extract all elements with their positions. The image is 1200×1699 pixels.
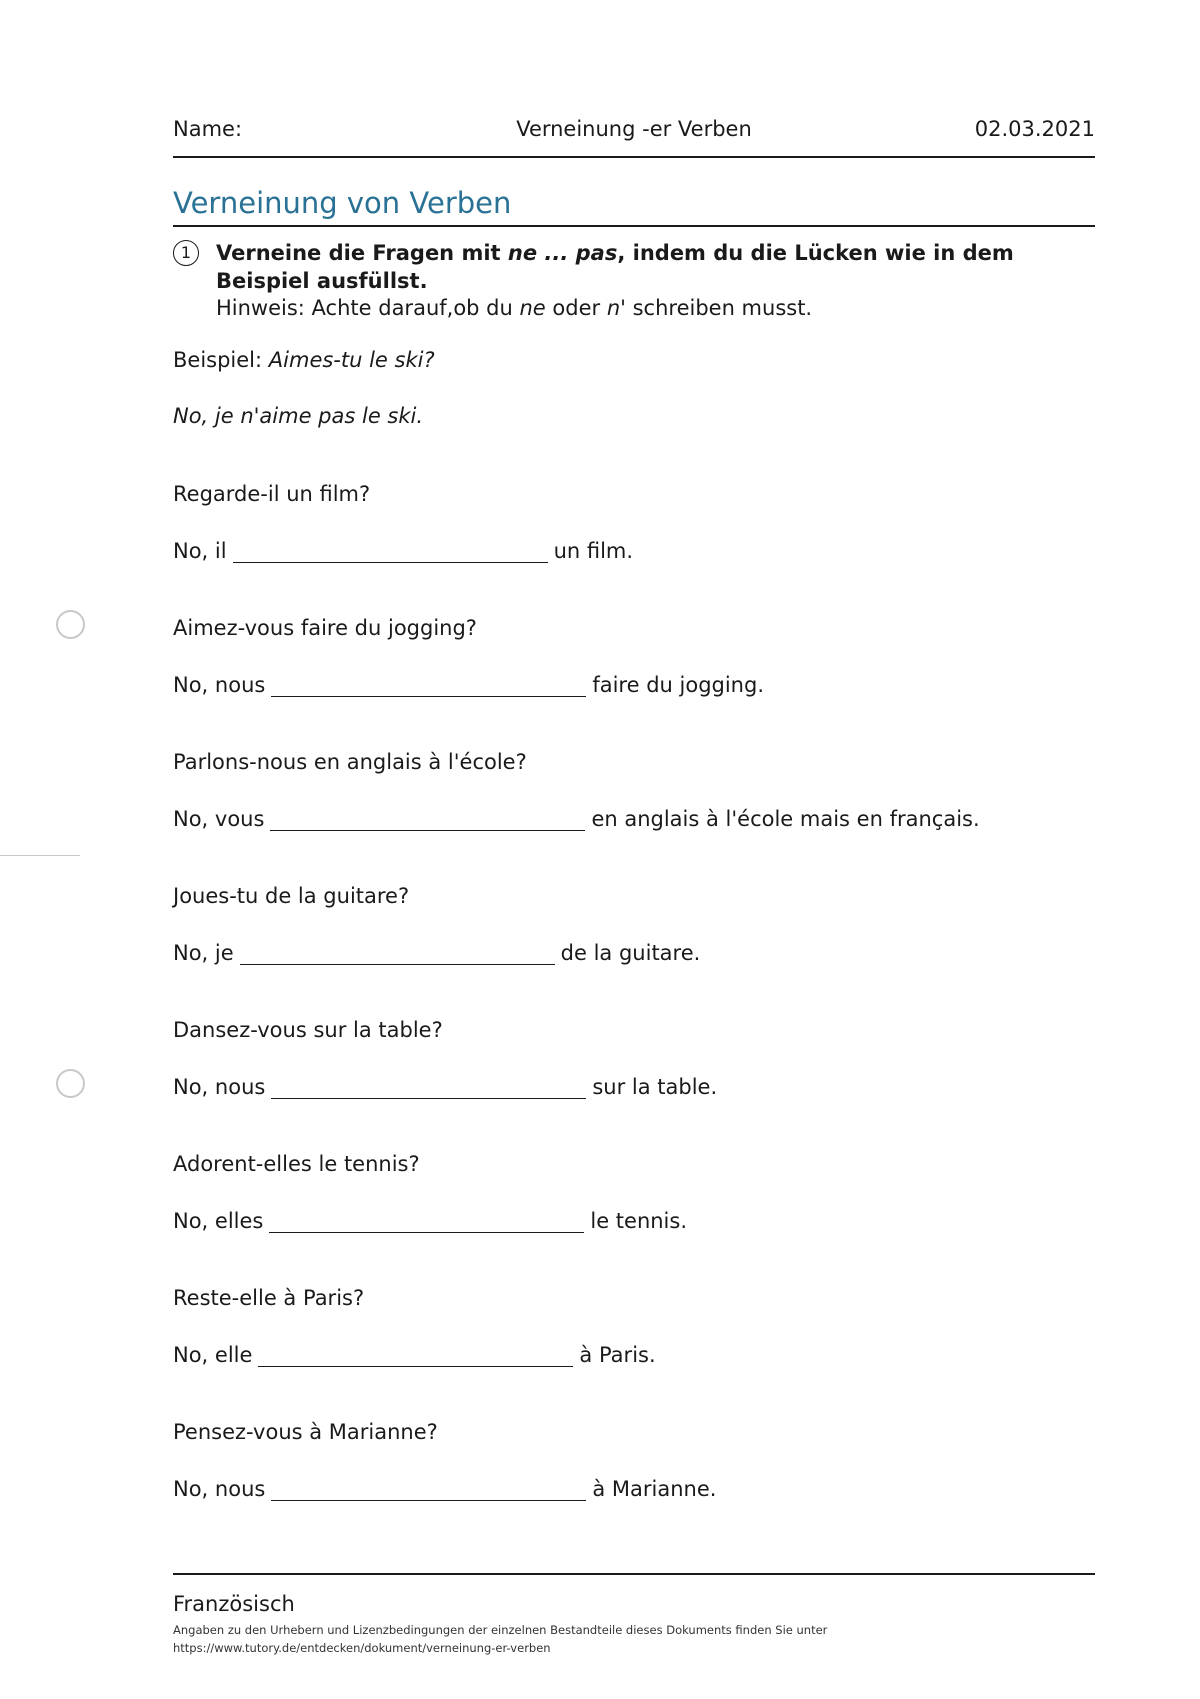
exercise-answer-line: No, nous faire du jogging. <box>173 673 764 697</box>
name-label: Name: <box>173 117 243 141</box>
answer-blank[interactable] <box>233 540 548 563</box>
task-instruction: Verneine die Fragen mit ne ... pas, indem du die Lücken wie in dem Beispiel ausfüllst. <box>216 241 1014 293</box>
worksheet-topic: Verneinung -er Verben <box>516 117 752 141</box>
exercise-question: Adorent-elles le tennis? <box>173 1152 420 1176</box>
answer-blank[interactable] <box>240 942 555 965</box>
answer-blank[interactable] <box>269 1210 584 1233</box>
page-title: Verneinung von Verben <box>173 186 512 220</box>
punch-hole-mark <box>56 1069 85 1098</box>
exercise-answer-line: No, elle à Paris. <box>173 1343 656 1367</box>
exercise-question: Reste-elle à Paris? <box>173 1286 365 1310</box>
fold-mark <box>0 855 80 856</box>
exercise-question: Regarde-il un film? <box>173 482 371 506</box>
answer-blank[interactable] <box>271 1478 586 1501</box>
punch-hole-mark <box>56 610 85 639</box>
exercise-question: Aimez-vous faire du jogging? <box>173 616 477 640</box>
answer-blank[interactable] <box>271 674 586 697</box>
answer-blank[interactable] <box>271 1076 586 1099</box>
answer-blank[interactable] <box>270 808 585 831</box>
header-divider <box>173 156 1095 158</box>
exercise-answer-line: No, nous sur la table. <box>173 1075 718 1099</box>
exercise-question: Parlons-nous en anglais à l'école? <box>173 750 527 774</box>
license-notice: Angaben zu den Urhebern und Lizenzbedingungen der einzelnen Bestandteile dieses Dokuments finden Sie unter <box>173 1623 828 1637</box>
title-divider <box>173 225 1095 227</box>
exercise-answer-line: No, elles le tennis. <box>173 1209 688 1233</box>
exercise-question: Joues-tu de la guitare? <box>173 884 410 908</box>
footer-divider <box>173 1573 1095 1575</box>
exercise-answer-line: No, vous en anglais à l'école mais en français. <box>173 807 980 831</box>
task-hint: Hinweis: Achte darauf,ob du ne oder n' schreiben musst. <box>216 296 813 320</box>
exercise-question: Dansez-vous sur la table? <box>173 1018 443 1042</box>
worksheet-date: 02.03.2021 <box>974 117 1095 141</box>
answer-blank[interactable] <box>258 1344 573 1367</box>
license-link[interactable]: https://www.tutory.de/entdecken/dokument/verneinung-er-verben <box>173 1641 551 1655</box>
exercise-answer-line: No, il un film. <box>173 539 634 563</box>
footer-subject: Französisch <box>173 1592 295 1616</box>
exercise-answer-line: No, nous à Marianne. <box>173 1477 717 1501</box>
example-question: Beispiel: Aimes-tu le ski? <box>173 348 435 372</box>
exercise-answer-line: No, je de la guitare. <box>173 941 701 965</box>
exercise-question: Pensez-vous à Marianne? <box>173 1420 438 1444</box>
task-number-badge: 1 <box>173 240 199 266</box>
example-answer: No, je n'aime pas le ski. <box>173 404 424 428</box>
